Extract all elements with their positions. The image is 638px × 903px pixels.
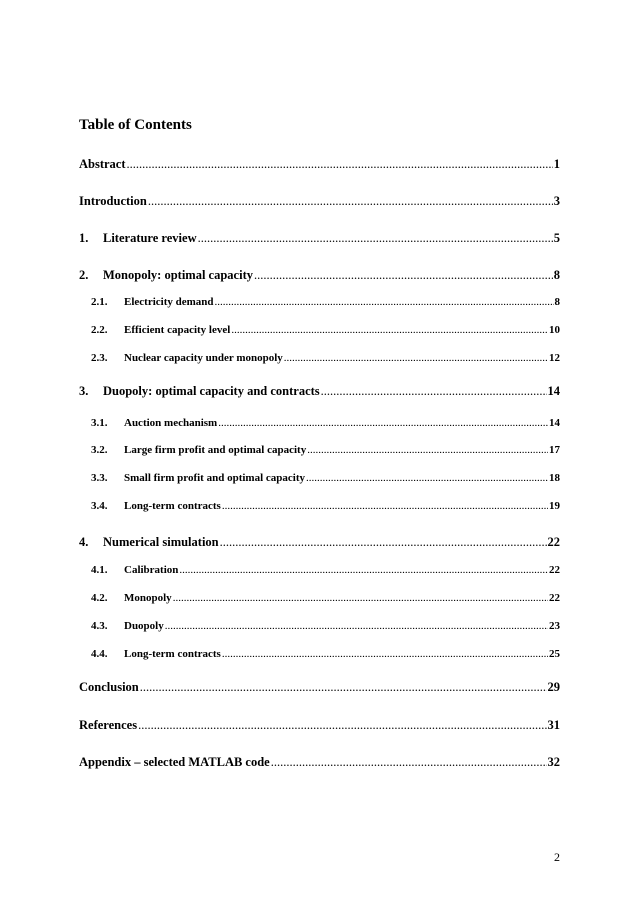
dot-leader — [231, 324, 548, 336]
toc-entry-page: 32 — [547, 755, 560, 769]
toc-entry[interactable] — [0, 296, 560, 314]
dot-leader — [218, 417, 548, 429]
toc-entry-label: Literature review — [103, 231, 197, 245]
toc-entry[interactable] — [0, 324, 560, 342]
toc-entry-number: 1. — [79, 231, 89, 245]
toc-entry[interactable] — [0, 268, 560, 286]
toc-entry-label: Numerical simulation — [103, 535, 219, 549]
toc-entry-page: 14 — [549, 417, 560, 429]
toc-entry-page: 3 — [553, 194, 560, 208]
toc-entry-number: 3.3. — [91, 472, 108, 484]
toc-entry-page: 23 — [549, 620, 560, 632]
toc-entry[interactable] — [0, 417, 560, 435]
dot-leader — [140, 680, 547, 695]
dot-leader — [307, 444, 548, 456]
toc-entry[interactable] — [0, 231, 560, 249]
toc-entry[interactable] — [0, 194, 560, 212]
toc-entry-label: Appendix – selected MATLAB code — [79, 755, 270, 769]
toc-entry-page: 17 — [549, 444, 560, 456]
toc-entry-page: 5 — [553, 231, 560, 245]
dot-leader — [284, 352, 548, 364]
dot-leader — [127, 157, 553, 172]
dot-leader — [215, 296, 554, 308]
toc-entry-number: 3.2. — [91, 444, 108, 456]
toc-entry-label: Duopoly — [124, 620, 164, 632]
toc-entry[interactable] — [0, 500, 560, 518]
toc-entry-label: Monopoly: optimal capacity — [103, 268, 253, 282]
dot-leader — [148, 194, 553, 209]
toc-entry[interactable] — [0, 352, 560, 370]
toc-entry-page: 14 — [547, 384, 560, 398]
dot-leader — [138, 718, 546, 733]
toc-entry-number: 4.2. — [91, 592, 108, 604]
toc-entry[interactable] — [0, 680, 560, 698]
toc-entry-page: 12 — [549, 352, 560, 364]
dot-leader — [165, 620, 548, 632]
toc-entry[interactable] — [0, 472, 560, 490]
dot-leader — [222, 500, 548, 512]
toc-entry-number: 4. — [79, 535, 89, 549]
toc-entry-label: Large firm profit and optimal capacity — [124, 444, 307, 456]
toc-entry-label: Calibration — [124, 564, 179, 576]
toc-entry[interactable] — [0, 535, 560, 553]
toc-entry-page: 10 — [549, 324, 560, 336]
toc-entry-number: 3.1. — [91, 417, 108, 429]
toc-entry-number: 4.3. — [91, 620, 108, 632]
toc-entry-page: 29 — [547, 680, 560, 694]
toc-entry-number: 2.2. — [91, 324, 108, 336]
toc-entry-label: Conclusion — [79, 680, 139, 694]
toc-entry-page: 22 — [549, 592, 560, 604]
toc-entry-number: 4.1. — [91, 564, 108, 576]
toc-entry[interactable] — [0, 157, 560, 175]
toc-entry-label: Introduction — [79, 194, 147, 208]
toc-entry-page: 1 — [553, 157, 560, 171]
toc-entry-label: Electricity demand — [124, 296, 214, 308]
toc-entry-number: 4.4. — [91, 648, 108, 660]
toc-entry-number: 2.1. — [91, 296, 108, 308]
toc-entry-number: 2. — [79, 268, 89, 282]
dot-leader — [306, 472, 548, 484]
dot-leader — [173, 592, 548, 604]
toc-entry-label: Abstract — [79, 157, 126, 171]
toc-entry-label: Long-term contracts — [124, 648, 221, 660]
toc-entry[interactable] — [0, 620, 560, 638]
toc-entry-label: Monopoly — [124, 592, 172, 604]
toc-entry-page: 19 — [549, 500, 560, 512]
toc-entry[interactable] — [0, 755, 560, 773]
toc-title: Table of Contents — [79, 117, 192, 133]
dot-leader — [198, 231, 553, 246]
toc-entry-label: References — [79, 718, 138, 732]
toc-entry-label: Efficient capacity level — [124, 324, 231, 336]
toc-entry-page: 22 — [547, 535, 560, 549]
dot-leader — [254, 268, 553, 283]
toc-entry[interactable] — [0, 718, 560, 736]
toc-entry-number: 2.3. — [91, 352, 108, 364]
toc-entry[interactable] — [0, 384, 560, 402]
page-number: 2 — [554, 850, 560, 864]
toc-entry-page: 18 — [549, 472, 560, 484]
toc-entry-number: 3. — [79, 384, 89, 398]
toc-entry-label: Duopoly: optimal capacity and contracts — [103, 384, 320, 398]
toc-entry[interactable] — [0, 592, 560, 610]
toc-entry-page: 22 — [549, 564, 560, 576]
toc-entry[interactable] — [0, 564, 560, 582]
dot-leader — [321, 384, 547, 399]
toc-entry-page: 25 — [549, 648, 560, 660]
dot-leader — [222, 648, 548, 660]
toc-entry-page: 8 — [554, 296, 560, 308]
dot-leader — [220, 535, 547, 550]
toc-entry-label: Small firm profit and optimal capacity — [124, 472, 305, 484]
toc-entry[interactable] — [0, 444, 560, 462]
toc-entry-label: Auction mechanism — [124, 417, 218, 429]
toc-entry-page: 8 — [553, 268, 560, 282]
toc-entry-number: 3.4. — [91, 500, 108, 512]
toc-entry-label: Long-term contracts — [124, 500, 221, 512]
toc-entry-label: Nuclear capacity under monopoly — [124, 352, 283, 364]
toc-entry[interactable] — [0, 648, 560, 666]
toc-entry-page: 31 — [547, 718, 560, 732]
dot-leader — [179, 564, 548, 576]
dot-leader — [271, 755, 547, 770]
